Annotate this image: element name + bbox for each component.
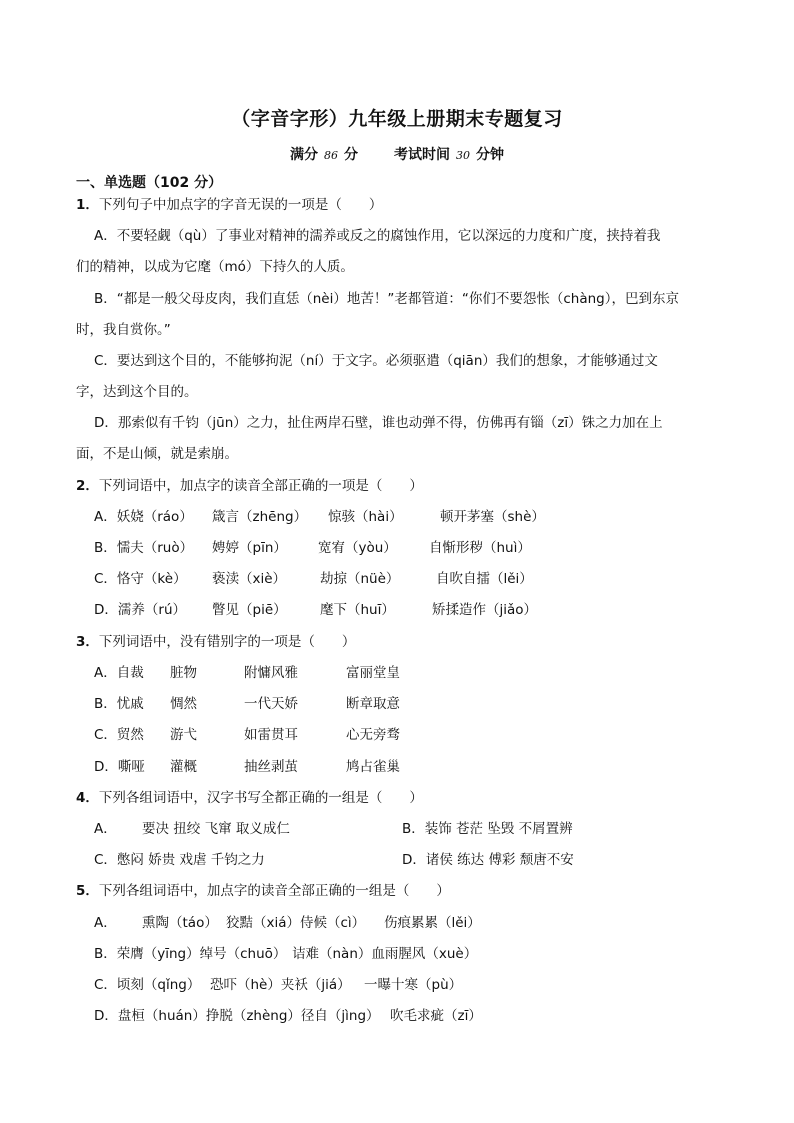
option-cell: A． bbox=[94, 821, 117, 837]
exam-info bbox=[0, 144, 794, 164]
option-cell: 惆然 bbox=[170, 696, 197, 712]
option-cell: B．装饰 苍茫 坠毁 不屑置辨 bbox=[402, 821, 573, 837]
option-cell: A．妖娆（ráo） bbox=[94, 509, 193, 525]
question-3-option-d bbox=[94, 757, 694, 777]
question-2-option-b bbox=[94, 538, 694, 558]
option-cell: 伤痕累累（lěi） bbox=[384, 915, 481, 931]
document-title: （字音字形）九年级上册期末专题复习 bbox=[231, 108, 563, 130]
question-4-stem bbox=[76, 788, 423, 808]
question-number: 3． bbox=[76, 634, 99, 650]
option-cell: 自吹自擂（lěi） bbox=[436, 571, 533, 587]
option-cell: 附慵风雅 bbox=[244, 665, 298, 681]
question-number: 5． bbox=[76, 883, 99, 899]
question-2-option-c bbox=[94, 569, 694, 589]
option-cell: 鸠占雀巢 bbox=[346, 759, 400, 775]
option-cell: 富丽堂皇 bbox=[346, 665, 400, 681]
option-cell: 断章取意 bbox=[346, 696, 400, 712]
option-cell: B．懦夫（ruò） bbox=[94, 540, 194, 556]
question-1-option-b-line2: 时，我自赏你。” bbox=[76, 322, 171, 338]
question-1-stem bbox=[76, 195, 382, 215]
question-5-stem bbox=[76, 881, 450, 901]
option-cell: 恐吓（hè）夹袄（jiá） bbox=[210, 977, 351, 993]
question-number: 2． bbox=[76, 478, 99, 494]
question-1-option-b-line1: B．“都是一般父母皮肉，我们直恁（nèi）地苦！”老都管道：“你们不要怨怅（chàng），巴到东京 bbox=[94, 291, 679, 307]
option-cell: D．盘桓（huán）挣脱（zhèng）径自（jìng） bbox=[94, 1008, 380, 1024]
question-5-option-a bbox=[94, 913, 714, 933]
option-cell: C．贸然 bbox=[94, 727, 144, 743]
time-label: 考试时间 bbox=[394, 147, 450, 163]
option-cell: A． bbox=[94, 915, 117, 931]
question-text: 下列各组词语中，汉字书写全都正确的一组是（ ） bbox=[98, 790, 423, 806]
question-3-stem bbox=[76, 632, 355, 652]
time-value: 30 bbox=[456, 149, 470, 162]
option-cell: 灌概 bbox=[170, 759, 197, 775]
option-cell: 顿开茅塞（shè） bbox=[440, 509, 545, 525]
question-2-option-a bbox=[94, 507, 694, 527]
question-5-option-d bbox=[94, 1006, 714, 1026]
question-2-stem bbox=[76, 476, 423, 496]
option-cell: 惊骇（hài） bbox=[328, 509, 403, 525]
question-3-option-a bbox=[94, 663, 694, 683]
score-label: 满分 bbox=[290, 147, 318, 163]
question-text: 下列句子中加点字的字音无误的一项是（ ） bbox=[98, 197, 383, 213]
question-5-option-b bbox=[94, 944, 714, 964]
option-cell: 如雷贯耳 bbox=[244, 727, 298, 743]
option-cell: 娉婷（pīn） bbox=[212, 540, 287, 556]
option-cell: C．恪守（kè） bbox=[94, 571, 187, 587]
option-cell: C．憋闷 娇贵 戏虐 千钧之力 bbox=[94, 852, 265, 868]
option-cell: 心无旁骛 bbox=[346, 727, 400, 743]
option-cell: 游弋 bbox=[170, 727, 197, 743]
question-2-option-d bbox=[94, 600, 694, 620]
option-cell: 熏陶（táo） bbox=[142, 915, 218, 931]
time-unit: 分钟 bbox=[476, 147, 504, 163]
option-cell: D．诸侯 练达 傅彩 颓唐不安 bbox=[402, 852, 574, 868]
question-3-option-c bbox=[94, 725, 694, 745]
option-cell: 矫揉造作（jiǎo） bbox=[432, 602, 538, 618]
option-cell: 劫掠（nüè） bbox=[320, 571, 400, 587]
question-1-option-a-line1: A．不要轻觑（qù）了事业对精神的濡养或反之的腐蚀作用，它以深远的力度和广度，挟持着我 bbox=[94, 228, 661, 244]
question-1-option-a-line2: 们的精神，以成为它麾（mó）下持久的人质。 bbox=[76, 259, 354, 275]
option-cell: 一曝十寒（pù） bbox=[364, 977, 463, 993]
question-text: 下列词语中，没有错别字的一项是（ ） bbox=[98, 634, 356, 650]
question-1-option-c-line2: 字，达到这个目的。 bbox=[76, 384, 198, 400]
option-cell: 宽宥（yòu） bbox=[318, 540, 397, 556]
score-value: 86 bbox=[324, 149, 338, 162]
option-cell: 吹毛求疵（zī） bbox=[390, 1008, 482, 1024]
question-5-option-c bbox=[94, 975, 714, 995]
option-cell: 狡黠（xiá）侍候（cì） bbox=[226, 915, 366, 931]
option-cell: 亵渎（xiè） bbox=[212, 571, 287, 587]
question-number: 4． bbox=[76, 790, 99, 806]
question-text: 下列词语中，加点字的读音全部正确的一项是（ ） bbox=[98, 478, 423, 494]
option-cell: 自惭形秽（huì） bbox=[429, 540, 531, 556]
question-1-option-d-line2: 面，不是山倾，就是索崩。 bbox=[76, 446, 238, 462]
option-cell: B．忧戚 bbox=[94, 696, 144, 712]
question-3-option-b bbox=[94, 694, 694, 714]
option-cell: 一代天娇 bbox=[244, 696, 298, 712]
option-cell: 麾下（huī） bbox=[320, 602, 395, 618]
score-unit: 分 bbox=[344, 147, 358, 163]
question-text: 下列各组词语中，加点字的读音全部正确的一组是（ ） bbox=[98, 883, 450, 899]
option-cell: C．顷刻（qǐng） bbox=[94, 977, 201, 993]
option-cell: 脏物 bbox=[170, 665, 197, 681]
question-4-options-cd bbox=[94, 850, 714, 870]
option-cell: 要决 扭绞 飞窜 取义成仁 bbox=[142, 821, 290, 837]
option-cell: D．嘶哑 bbox=[94, 759, 145, 775]
section-title: 一、单选题（102 分） bbox=[76, 175, 223, 191]
question-4-options-ab bbox=[94, 819, 714, 839]
option-cell: 箴言（zhēng） bbox=[212, 509, 308, 525]
option-cell: D．濡养（rú） bbox=[94, 602, 187, 618]
option-cell: 诘难（nàn）血雨腥风（xuè） bbox=[292, 946, 478, 962]
question-1-option-d-line1: D．那索似有千钧（jūn）之力，扯住两岸石壁，谁也动弹不得，仿佛再有锱（zī）铢之力加在上 bbox=[94, 415, 663, 431]
question-number: 1． bbox=[76, 197, 99, 213]
option-cell: A．自裁 bbox=[94, 665, 144, 681]
option-cell: 抽丝剥茧 bbox=[244, 759, 298, 775]
option-cell: B．荣膺（yīng）绰号（chuō） bbox=[94, 946, 287, 962]
question-1-option-c-line1: C．要达到这个目的，不能够拘泥（ní）于文字。必须驱遣（qiān）我们的想象，才能够通过文 bbox=[94, 353, 658, 369]
option-cell: 瞥见（piē） bbox=[212, 602, 287, 618]
